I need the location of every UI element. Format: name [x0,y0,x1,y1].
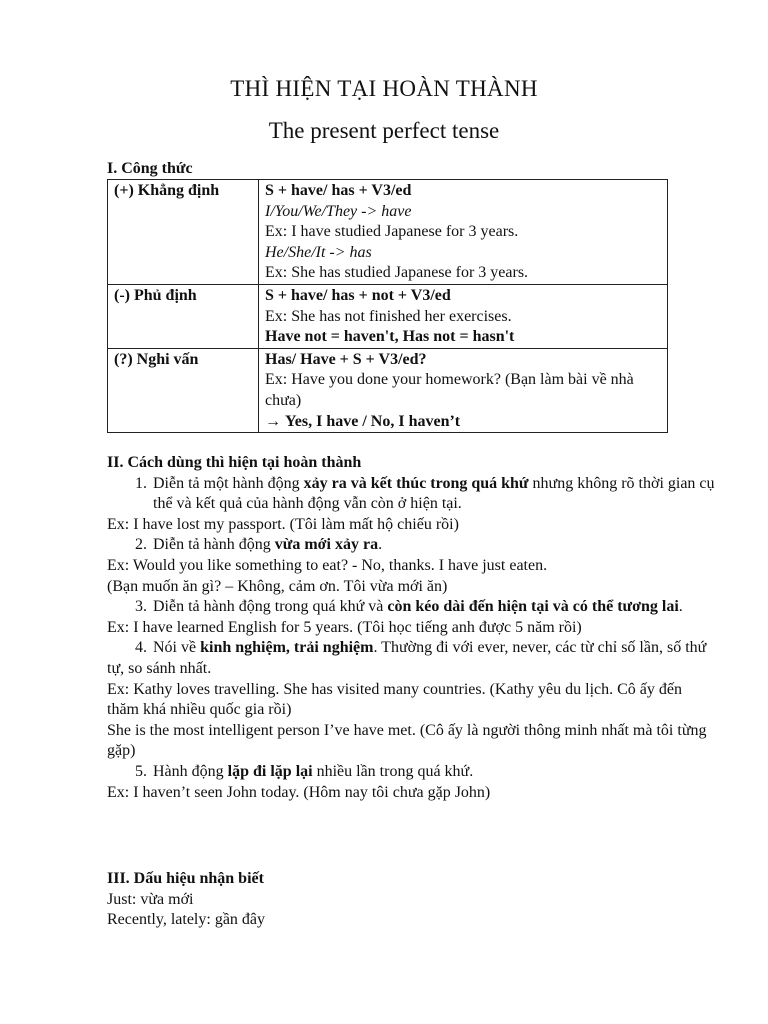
item-text: . Thường đi với ever, never, các từ chỉ số lần, số thứ [373,639,707,657]
list-item [107,638,717,659]
section-heading-usage: II. Cách dùng thì hiện tại hoàn thành [107,454,362,471]
table-row-negative [108,284,668,348]
section-usage [107,453,717,803]
example-text: Ex: Kathy loves travelling. She has visited many countries. (Kathy yêu du lịch. Cô ấy đến thăm khá nhiều quốc gia rồi) [107,680,682,719]
list-number: 3. [135,598,147,616]
list-number: 4. [135,639,147,657]
formula-text: S + have/ has + not + V3/ed [265,286,451,304]
formula-table [107,179,668,433]
item-text: Diễn tả hành động trong quá khứ và [153,598,388,616]
table-row-affirmative [108,180,668,285]
example-text: Ex: I have learned English for 5 years. (Tôi học tiếng anh được 5 năm rồi) [107,618,582,636]
list-item [107,535,717,556]
list-item [107,597,717,618]
section-signals [107,869,717,931]
row-label: (-) Phủ định [108,284,259,348]
list-item [107,474,717,515]
example-text: Ex: I have lost my passport. (Tôi làm mất hộ chiếu rồi) [107,515,459,533]
item-text: Diễn tả một hành động [153,474,304,492]
row-content [259,180,668,285]
example-text: Ex: I haven’t seen John today. (Hôm nay tôi chưa gặp John) [107,783,491,801]
page-subtitle: The present perfect tense [268,118,500,143]
item-bold-text: vừa mới xảy ra [274,536,379,554]
section-heading-formula: I. Công thức [107,160,193,177]
subject-note: He/She/It -> has [265,243,372,261]
formula-text: Has/ Have + S + V3/ed? [265,350,427,368]
example-text: She is the most intelligent person I’ve have met. (Cô ấy là người thông minh nhất mà tôi từng gặp) [107,721,707,760]
list-number: 1. [135,474,147,492]
item-bold-text: còn kéo dài đến hiện tại và có thể tương lai [387,598,679,616]
item-bold-text: kinh nghiệm, trải nghiệm [200,639,374,657]
item-text: . [678,598,683,616]
item-text: Diễn tả hành động [153,536,275,554]
item-text: Hành động [153,762,228,780]
signal-item: Just: vừa mới [107,890,194,908]
subject-note: I/You/We/They -> have [265,202,412,220]
item-text: nhưng không rõ thời gian cụ thể và kết quả của hành động vẫn còn ở hiện tại. [153,474,715,513]
row-label: (+) Khẳng định [108,180,259,285]
contraction-note: Have not = haven't, Has not = hasn't [265,328,515,346]
item-text: nhiều lần trong quá khứ. [312,762,474,780]
row-content [259,284,668,348]
item-text: Nói về [153,639,201,657]
answer-text: Yes, I have / No, I haven’t [285,412,461,430]
example-text: Ex: Would you like something to eat? - No, thanks. I have just eaten. [107,556,548,574]
row-label: (?) Nghi vấn [108,348,259,432]
list-number: 2. [135,536,147,554]
example-text: Ex: Have you done your homework? (Bạn làm bài về nhà chưa) [265,371,634,409]
item-bold-text: xảy ra và kết thúc trong quá khứ [303,474,529,492]
item-bold-text: lặp đi lặp lại [227,762,313,780]
table-row-question [108,348,668,432]
list-item [107,762,717,783]
list-number: 5. [135,762,147,780]
example-text: (Bạn muốn ăn gì? – Không, cảm ơn. Tôi vừa mới ăn) [107,577,448,595]
signal-item: Recently, lately: gần đây [107,911,266,929]
page-title: THÌ HIỆN TẠI HOÀN THÀNH [230,76,538,101]
arrow-icon: → [265,412,281,430]
example-text: Ex: She has studied Japanese for 3 years. [265,264,529,282]
row-content [259,348,668,432]
formula-text: S + have/ has + V3/ed [265,182,412,199]
example-text: Ex: She has not finished her exercises. [265,307,512,325]
item-text: . [378,536,383,554]
example-text: Ex: I have studied Japanese for 3 years. [265,223,519,241]
section-heading-signals: III. Dấu hiệu nhận biết [107,870,264,887]
item-continuation: tự, so sánh nhất. [107,659,212,677]
answer-line [265,412,661,433]
